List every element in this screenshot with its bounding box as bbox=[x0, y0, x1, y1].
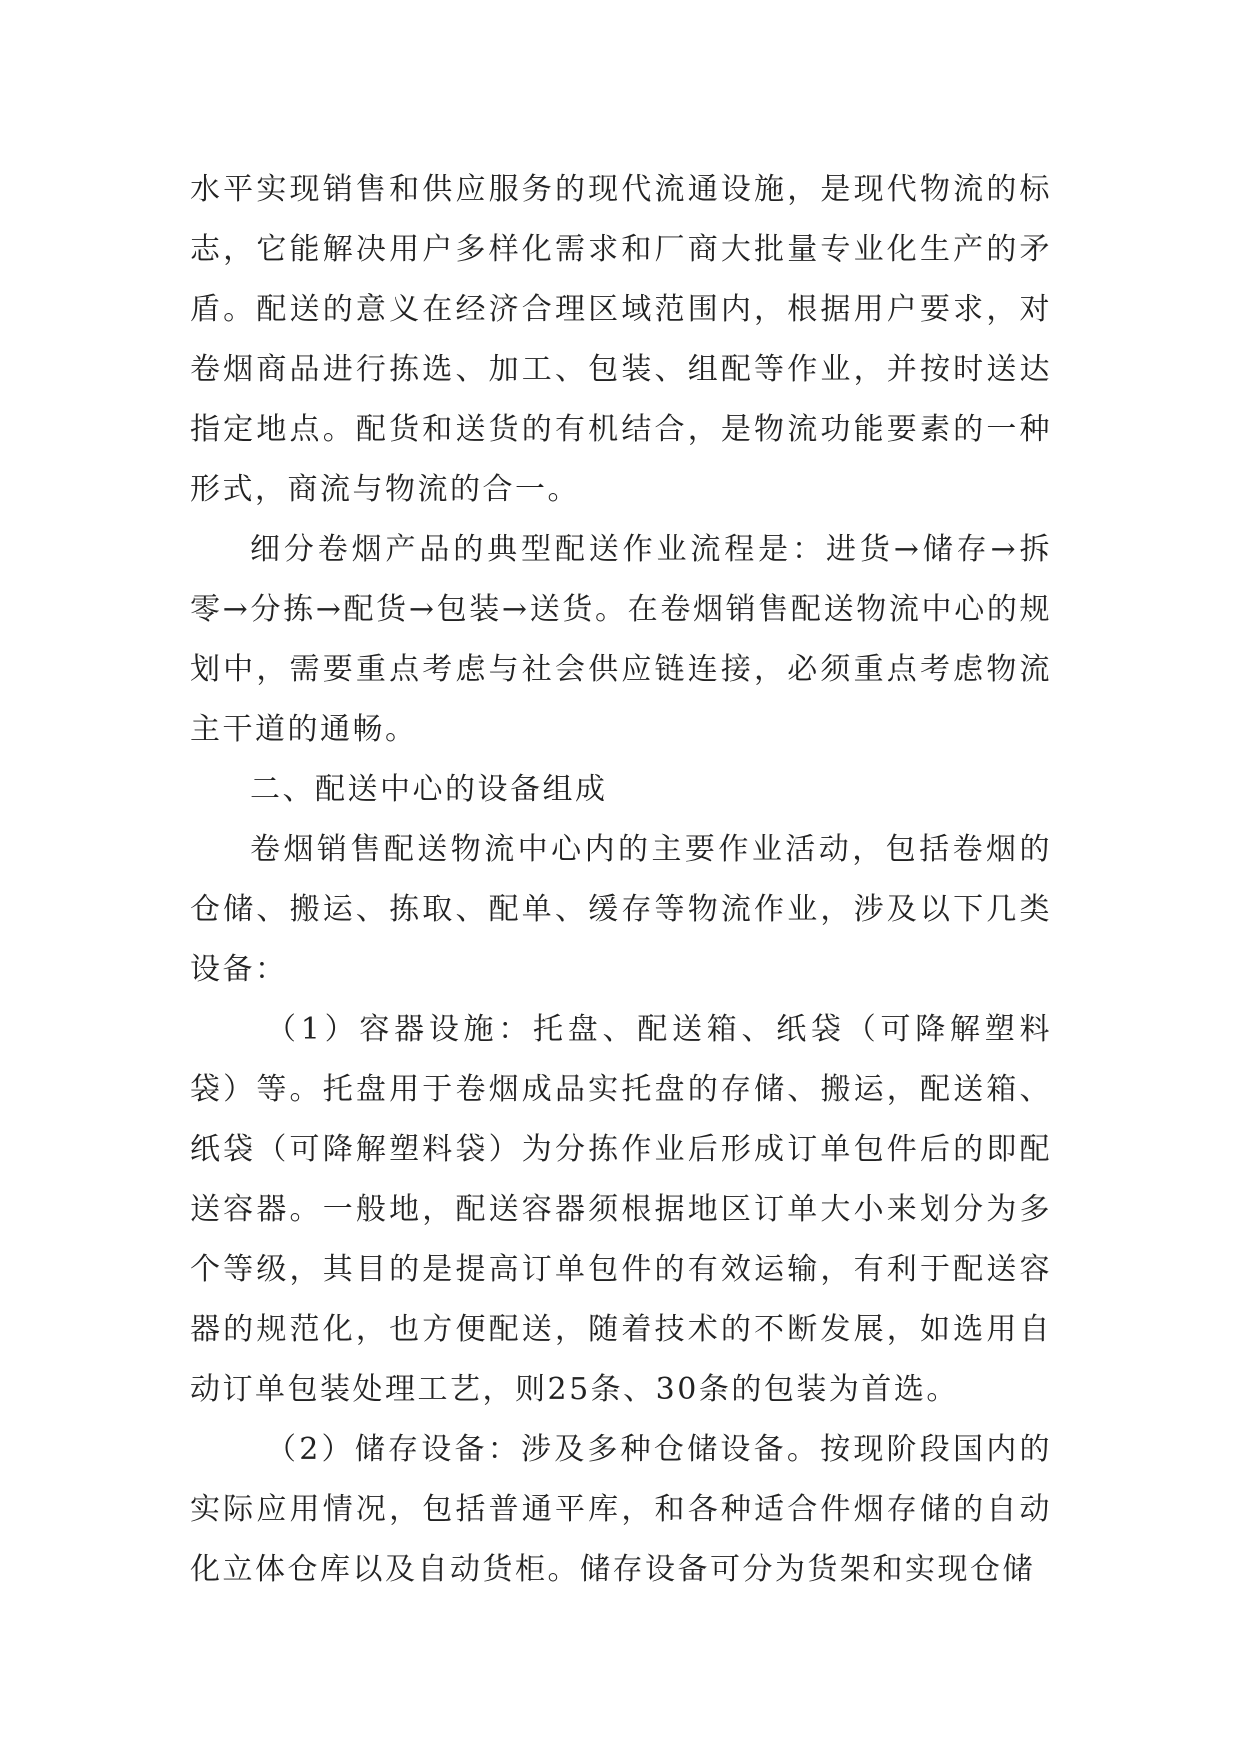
paragraph-containers: （1）容器设施：托盘、配送箱、纸袋（可降解塑料袋）等。托盘用于卷烟成品实托盘的存储、搬运，配送箱、纸袋（可降解塑料袋）为分拣作业后形成订单包件后的即配送容器。一般地，配送容器须根据地区订单大小来划分为多个等级，其目的是提高订单包件的有效运输，有利于配送容器的规范化，也方便配送，随着技术的不断发展，如选用自动订单包装处理工艺，则25条、30条的包装为首选。 bbox=[190, 1012, 1052, 1407]
body-text bbox=[190, 160, 1052, 1600]
paragraph-continuation: 水平实现销售和供应服务的现代流通设施，是现代物流的标志，它能解决用户多样化需求和厂商大批量专业化生产的矛盾。配送的意义在经济合理区域范围内，根据用户要求，对卷烟商品进行拣选、加工、包装、组配等作业，并按时送达指定地点。配货和送货的有机结合，是物流功能要素的一种形式，商流与物流的合一。 bbox=[190, 172, 1052, 507]
paragraph-activities: 卷烟销售配送物流中心内的主要作业活动，包括卷烟的仓储、搬运、拣取、配单、缓存等物流作业，涉及以下几类设备： bbox=[190, 832, 1052, 987]
paragraph-storage: （2）储存设备：涉及多种仓储设备。按现阶段国内的实际应用情况，包括普通平库，和各种适合件烟存储的自动化立体仓库以及自动货柜。储存设备可分为货架和实现仓储 bbox=[190, 1432, 1052, 1587]
paragraph-workflow: 细分卷烟产品的典型配送作业流程是：进货→储存→拆零→分拣→配货→包装→送货。在卷烟销售配送物流中心的规划中，需要重点考虑与社会供应链连接，必须重点考虑物流主干道的通畅。 bbox=[190, 532, 1052, 747]
section-heading: 二、配送中心的设备组成 bbox=[250, 772, 608, 807]
